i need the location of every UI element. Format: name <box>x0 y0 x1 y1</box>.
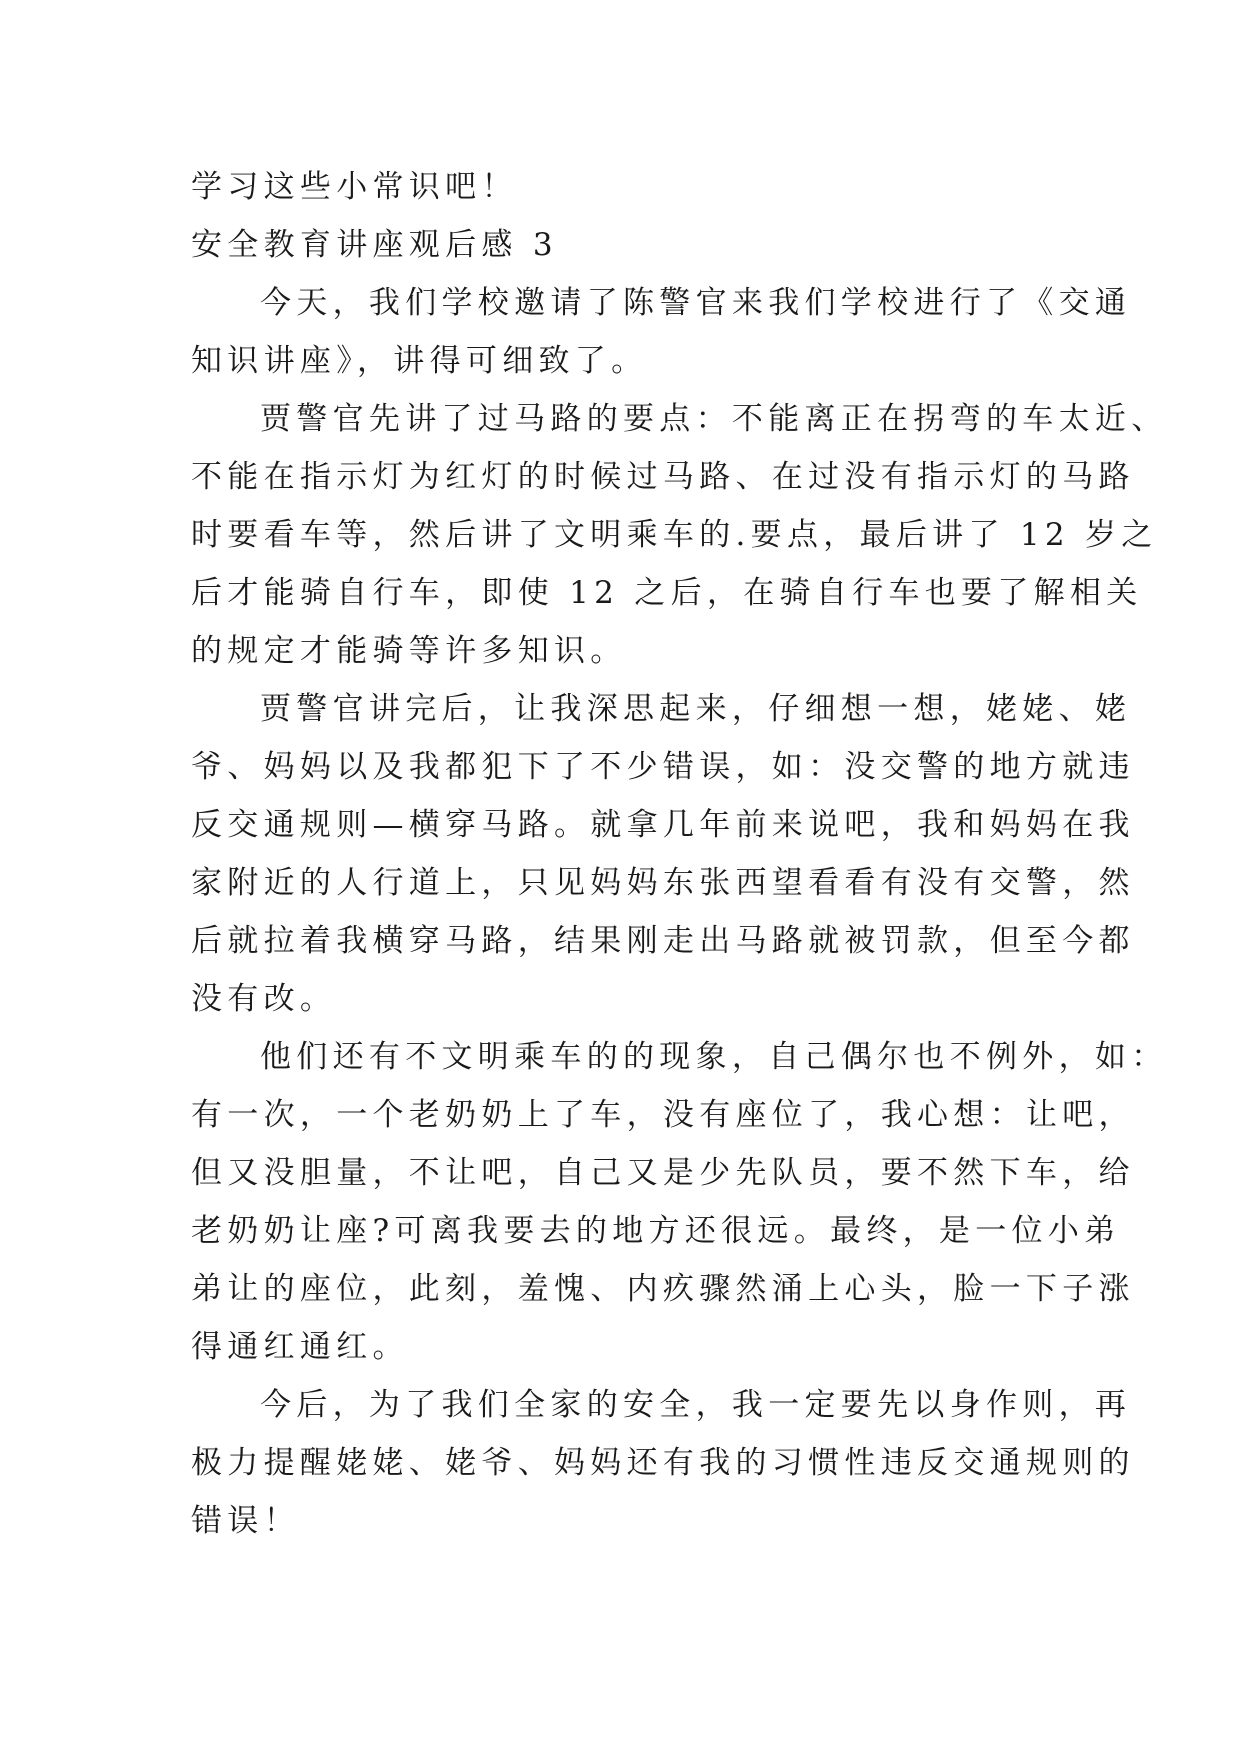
text-line: 老奶奶让座?可离我要去的地方还很远。最终，是一位小弟 <box>191 1213 1121 1249</box>
paragraph-first-line: 他们还有不文明乘车的的现象，自己偶尔也不例外，如： <box>260 1039 1168 1075</box>
text-line: 但又没胆量，不让吧，自己又是少先队员，要不然下车，给 <box>191 1155 1135 1191</box>
text-line: 得通红通红。 <box>191 1329 409 1365</box>
text-line: 后才能骑自行车，即使 12 之后，在骑自行车也要了解相关 <box>191 575 1143 611</box>
section-title: 安全教育讲座观后感 3 <box>191 227 558 263</box>
text-line: 学习这些小常识吧！ <box>191 169 518 205</box>
text-line: 反交通规则—横穿马路。就拿几年前来说吧，我和妈妈在我 <box>191 807 1135 843</box>
text-line: 爷、妈妈以及我都犯下了不少错误，如：没交警的地方就违 <box>191 749 1135 785</box>
text-line: 家附近的人行道上，只见妈妈东张西望看看有没有交警，然 <box>191 865 1135 901</box>
paragraph-first-line: 今天，我们学校邀请了陈警官来我们学校进行了《交通 <box>260 285 1132 321</box>
text-line: 没有改。 <box>191 981 337 1017</box>
paragraph-first-line: 贾警官讲完后，让我深思起来，仔细想一想，姥姥、姥 <box>260 691 1132 727</box>
text-line: 错误！ <box>191 1503 300 1539</box>
paragraph-first-line: 今后，为了我们全家的安全，我一定要先以身作则，再 <box>260 1387 1132 1423</box>
text-line: 有一次，一个老奶奶上了车，没有座位了，我心想：让吧， <box>191 1097 1135 1133</box>
text-line: 时要看车等，然后讲了文明乘车的.要点，最后讲了 12 岁之 <box>191 517 1158 553</box>
text-line: 后就拉着我横穿马路，结果刚走出马路就被罚款，但至今都 <box>191 923 1135 959</box>
document-body <box>191 158 1168 1550</box>
paragraph-first-line: 贾警官先讲了过马路的要点：不能离正在拐弯的车太近、 <box>260 401 1168 437</box>
text-line: 知识讲座》，讲得可细致了。 <box>191 343 648 379</box>
text-line: 的规定才能骑等许多知识。 <box>191 633 627 669</box>
text-line: 极力提醒姥姥、姥爷、妈妈还有我的习惯性违反交通规则的 <box>191 1445 1135 1481</box>
text-line: 不能在指示灯为红灯的时候过马路、在过没有指示灯的马路 <box>191 459 1135 495</box>
text-line: 弟让的座位，此刻，羞愧、内疚骤然涌上心头，脸一下子涨 <box>191 1271 1135 1307</box>
